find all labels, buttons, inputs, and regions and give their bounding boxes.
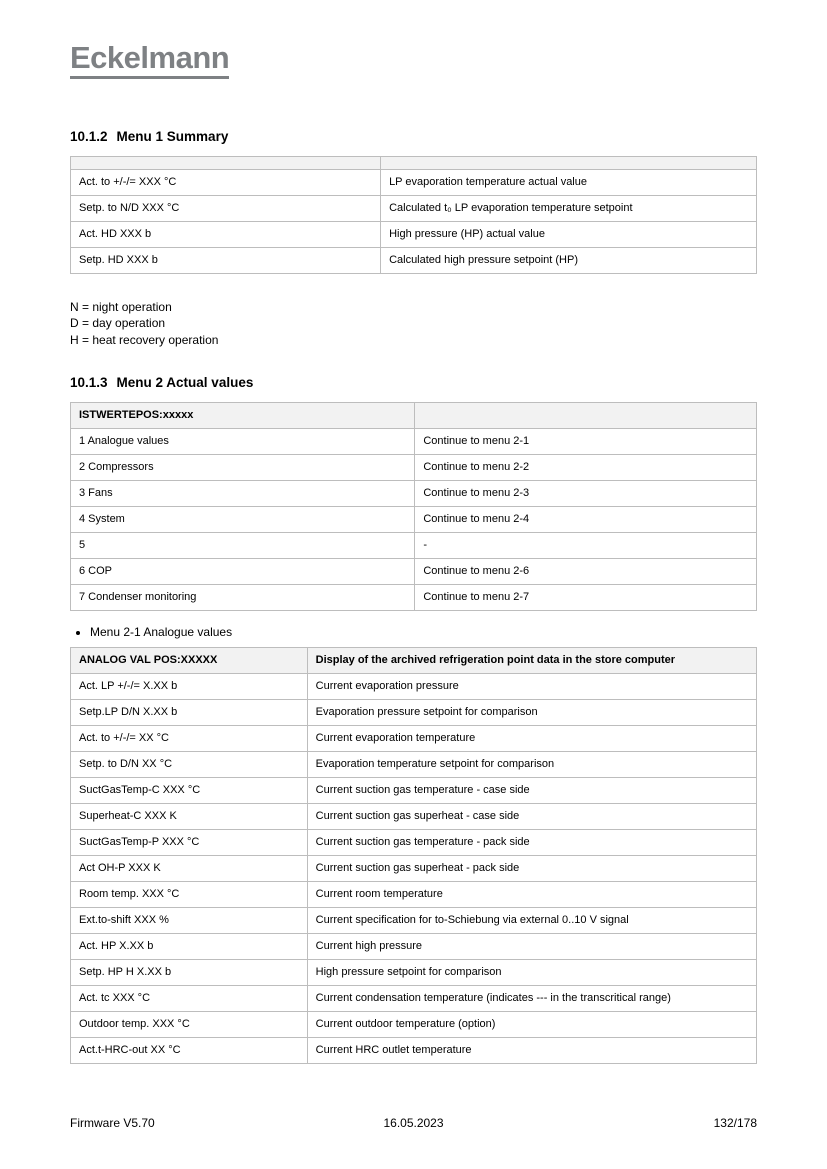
table-cell: Current suction gas superheat - case side	[307, 804, 756, 830]
table-row	[71, 882, 757, 908]
table-row	[71, 726, 757, 752]
table-cell: Current evaporation temperature	[307, 726, 756, 752]
table-cell: Current high pressure	[307, 934, 756, 960]
table-row	[71, 455, 757, 481]
table-row	[71, 247, 757, 273]
table-cell: Current HRC outlet temperature	[307, 1038, 756, 1064]
table-cell: Room temp. XXX °C	[71, 882, 308, 908]
table-header-cell	[381, 156, 757, 169]
table-cell: Setp. to D/N XX °C	[71, 752, 308, 778]
table-row	[71, 778, 757, 804]
table-cell: SuctGasTemp-C XXX °C	[71, 778, 308, 804]
table-row	[71, 1038, 757, 1064]
table-cell: Act OH-P XXX K	[71, 856, 308, 882]
table-header-cell: ANALOG VAL POS:XXXXX	[71, 648, 308, 674]
note-line: H = heat recovery operation	[70, 332, 219, 347]
table-header-row	[71, 156, 757, 169]
table-cell: Setp.LP D/N X.XX b	[71, 700, 308, 726]
table-cell: Current suction gas temperature - pack side	[307, 830, 756, 856]
table-row	[71, 700, 757, 726]
table-cell: Setp. HP H X.XX b	[71, 960, 308, 986]
table-cell: Setp. to N/D XXX °C	[71, 195, 381, 221]
note-line: D = day operation	[70, 316, 166, 331]
table-cell: Act. HD XXX b	[71, 221, 381, 247]
table-cell: Act. LP +/-/= X.XX b	[71, 674, 308, 700]
table-row	[71, 830, 757, 856]
table-row	[71, 960, 757, 986]
section-heading-menu1	[70, 129, 757, 144]
menu2-1-bullet-list	[70, 625, 757, 640]
section-title: Menu 1 Summary	[116, 128, 229, 144]
table-cell: Act. to +/-/= XXX °C	[71, 169, 381, 195]
page-footer	[70, 1116, 757, 1130]
table-cell: Current room temperature	[307, 882, 756, 908]
table-cell: Current suction gas temperature - case side	[307, 778, 756, 804]
table-cell: Current outdoor temperature (option)	[307, 1012, 756, 1038]
table-cell: Act. to +/-/= XX °C	[71, 726, 308, 752]
bullet-item: • Menu 2-1 Analogue values	[90, 625, 757, 640]
table-row	[71, 195, 757, 221]
table-cell: Continue to menu 2-6	[415, 559, 757, 585]
footer-page-number: 132/178	[713, 1116, 757, 1130]
footer-firmware-version: Firmware V5.70	[70, 1116, 155, 1130]
table-row	[71, 1012, 757, 1038]
table-row	[71, 804, 757, 830]
table-cell: Continue to menu 2-3	[415, 481, 757, 507]
menu2-actual-values-table	[70, 402, 757, 611]
section-number: 10.1.3	[70, 375, 108, 391]
table-cell: Calculated high pressure setpoint (HP)	[381, 247, 757, 273]
table-row	[71, 507, 757, 533]
table-cell: Evaporation pressure setpoint for comparison	[307, 700, 756, 726]
analogue-values-table	[70, 647, 757, 1064]
table-cell: High pressure (HP) actual value	[381, 221, 757, 247]
table-cell: Continue to menu 2-2	[415, 455, 757, 481]
table-header-cell: Display of the archived refrigeration point data in the store computer	[307, 648, 756, 674]
table-cell: 5	[71, 533, 415, 559]
table-header-cell	[71, 156, 381, 169]
table-cell: Current specification for to-Schiebung via external 0..10 V signal	[307, 908, 756, 934]
table-header-cell	[415, 403, 757, 429]
table-cell: SuctGasTemp-P XXX °C	[71, 830, 308, 856]
operation-notes	[70, 299, 757, 349]
table-header-row	[71, 403, 757, 429]
table-row	[71, 481, 757, 507]
table-cell: Continue to menu 2-7	[415, 585, 757, 611]
table-cell: High pressure setpoint for comparison	[307, 960, 756, 986]
table-row	[71, 429, 757, 455]
table-row	[71, 585, 757, 611]
table-cell: Evaporation temperature setpoint for comparison	[307, 752, 756, 778]
table-cell: 1 Analogue values	[71, 429, 415, 455]
table-header-row	[71, 648, 757, 674]
table-cell: Continue to menu 2-1	[415, 429, 757, 455]
table-row	[71, 856, 757, 882]
table-cell: Act. HP X.XX b	[71, 934, 308, 960]
table-cell: Outdoor temp. XXX °C	[71, 1012, 308, 1038]
table-row	[71, 169, 757, 195]
section-number: 10.1.2	[70, 128, 108, 144]
table-cell: 3 Fans	[71, 481, 415, 507]
eckelmann-logo: Eckelmann	[70, 42, 229, 79]
table-cell: 6 COP	[71, 559, 415, 585]
table-row	[71, 908, 757, 934]
table-cell: Continue to menu 2-4	[415, 507, 757, 533]
table-cell: 2 Compressors	[71, 455, 415, 481]
table-header-cell: ISTWERTEPOS:xxxxx	[71, 403, 415, 429]
table-cell: LP evaporation temperature actual value	[381, 169, 757, 195]
table-cell: Act.t-HRC-out XX °C	[71, 1038, 308, 1064]
table-cell: Current condensation temperature (indicates --- in the transcritical range)	[307, 986, 756, 1012]
table-row	[71, 533, 757, 559]
document-page	[70, 0, 757, 1064]
table-row	[71, 986, 757, 1012]
table-row	[71, 559, 757, 585]
table-cell: 7 Condenser monitoring	[71, 585, 415, 611]
table-cell: Calculated t₀ LP evaporation temperature setpoint	[381, 195, 757, 221]
table-row	[71, 674, 757, 700]
table-cell: Current suction gas superheat - pack side	[307, 856, 756, 882]
table-row	[71, 221, 757, 247]
section-title: Menu 2 Actual values	[116, 375, 254, 391]
menu1-summary-table	[70, 156, 757, 274]
table-cell: Superheat-C XXX K	[71, 804, 308, 830]
footer-date: 16.05.2023	[383, 1116, 444, 1130]
table-cell: Act. tc XXX °C	[71, 986, 308, 1012]
table-cell: Setp. HD XXX b	[71, 247, 381, 273]
table-cell: -	[415, 533, 757, 559]
table-cell: Current evaporation pressure	[307, 674, 756, 700]
note-line: N = night operation	[70, 299, 172, 314]
table-cell: 4 System	[71, 507, 415, 533]
table-cell: Ext.to-shift XXX %	[71, 908, 308, 934]
table-row	[71, 752, 757, 778]
table-row	[71, 934, 757, 960]
section-heading-menu2	[70, 375, 757, 390]
